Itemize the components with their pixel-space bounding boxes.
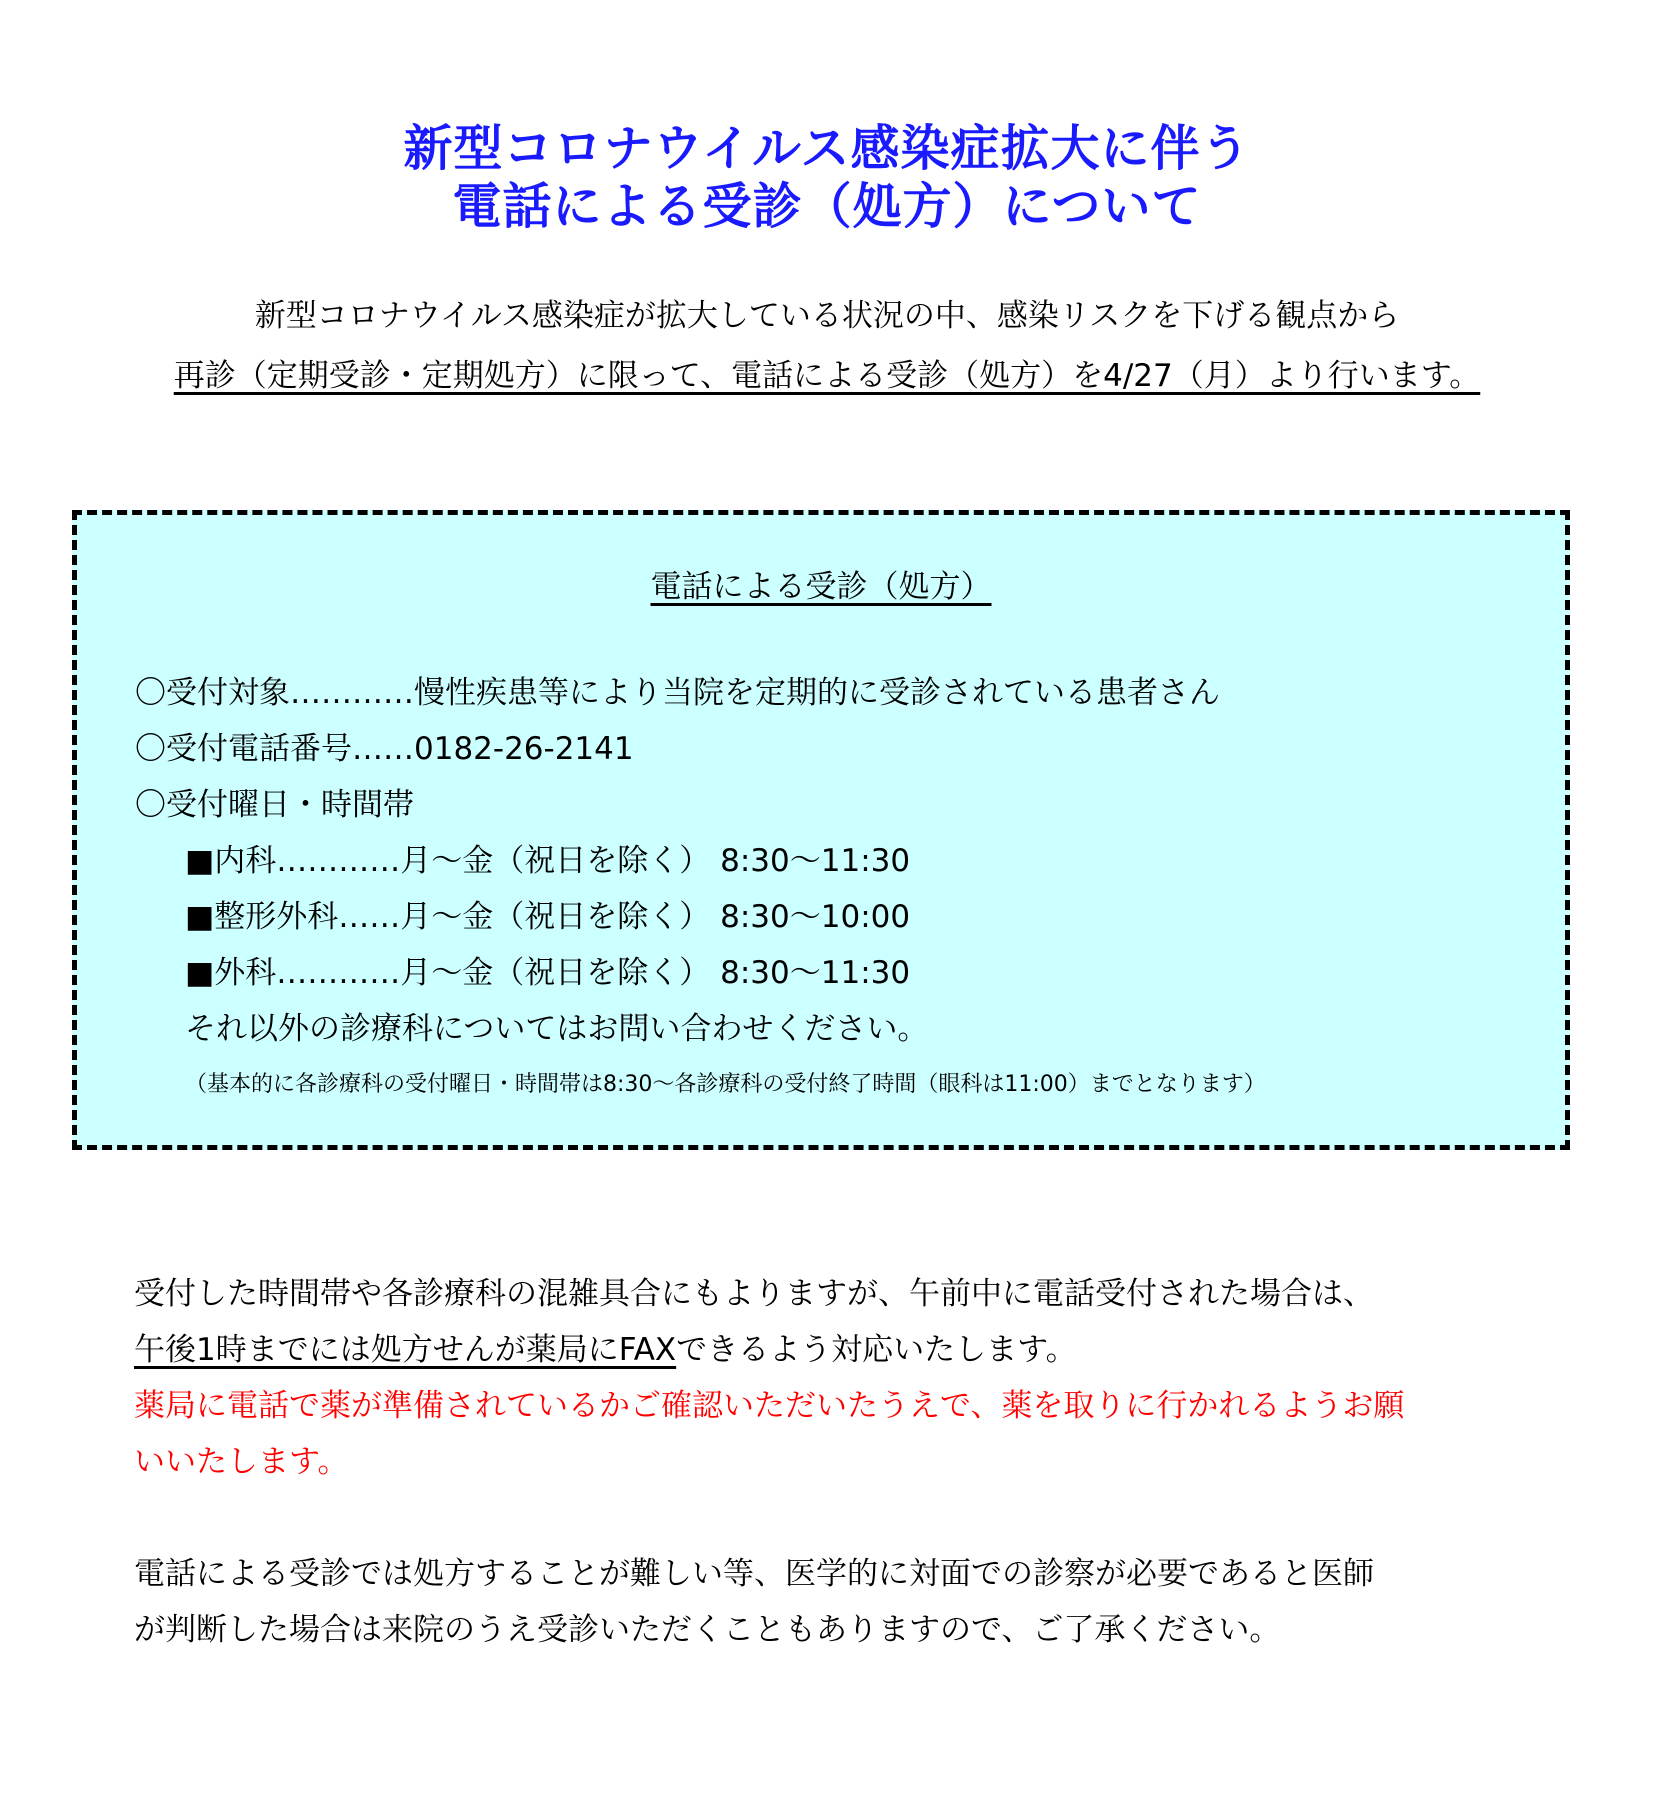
other-departments-note: それ以外の診療科についてはお問い合わせください。: [185, 1011, 929, 1047]
info-box-title: [77, 565, 1565, 609]
department-surgery: ■外科…………月～金（祝日を除く） 8:30～11:30: [185, 955, 911, 991]
body-paragraph-1-line-1: 受付した時間帯や各診療科の混雑具合にもよりますが、午前中に電話受付された場合は、: [134, 1276, 1374, 1312]
page-title-line-2: 電話による受診（処方）について: [452, 178, 1202, 235]
hours-footnote: （基本的に各診療科の受付曜日・時間帯は8:30～各診療科の受付終了時間（眼科は11:00）までとなります）: [185, 1072, 1266, 1097]
department-internal-medicine: ■内科…………月～金（祝日を除く） 8:30～11:30: [185, 843, 911, 879]
body-paragraph-1-line-2: [134, 1328, 1564, 1372]
department-orthopedics: ■整形外科……月～金（祝日を除く） 8:30～10:00: [185, 899, 911, 935]
page-title-line-1: 新型コロナウイルス感染症拡大に伴う: [403, 120, 1251, 177]
body-paragraph-3-line-2: が判断した場合は来院のうえ受診いただくこともありますので、ご了承ください。: [134, 1612, 1281, 1648]
intro-line-1: 新型コロナウイルス感染症が拡大している状況の中、感染リスクを下げる観点から: [254, 298, 1400, 334]
info-box-title-text: 電話による受診（処方）: [650, 569, 992, 605]
warning-line-1: 薬局に電話で薬が準備されているかご確認いただいたうえで、薬を取りに行かれるようお願: [134, 1388, 1405, 1424]
reception-phone-number: 〇受付電話番号……0182-26-2141: [135, 731, 634, 767]
phone-consultation-info-box: [72, 510, 1570, 1150]
reception-hours-heading: 〇受付曜日・時間帯: [135, 787, 414, 823]
fax-time-rest: できるよう対応いたします。: [676, 1332, 1077, 1368]
fax-time-underlined: 午後1時までには処方せんが薬局にFAX: [134, 1332, 677, 1368]
intro-line-2-text: 再診（定期受診・定期処方）に限って、電話による受診（処方）を4/27（月）より行います。: [173, 358, 1481, 394]
intro-line-2: [0, 354, 1654, 398]
reception-target: 〇受付対象…………慢性疾患等により当院を定期的に受診されている患者さん: [135, 675, 1220, 711]
warning-line-2: いいたします。: [134, 1444, 349, 1480]
body-paragraph-3-line-1: 電話による受診では処方することが難しい等、医学的に対面での診察が必要であると医師: [134, 1556, 1374, 1592]
